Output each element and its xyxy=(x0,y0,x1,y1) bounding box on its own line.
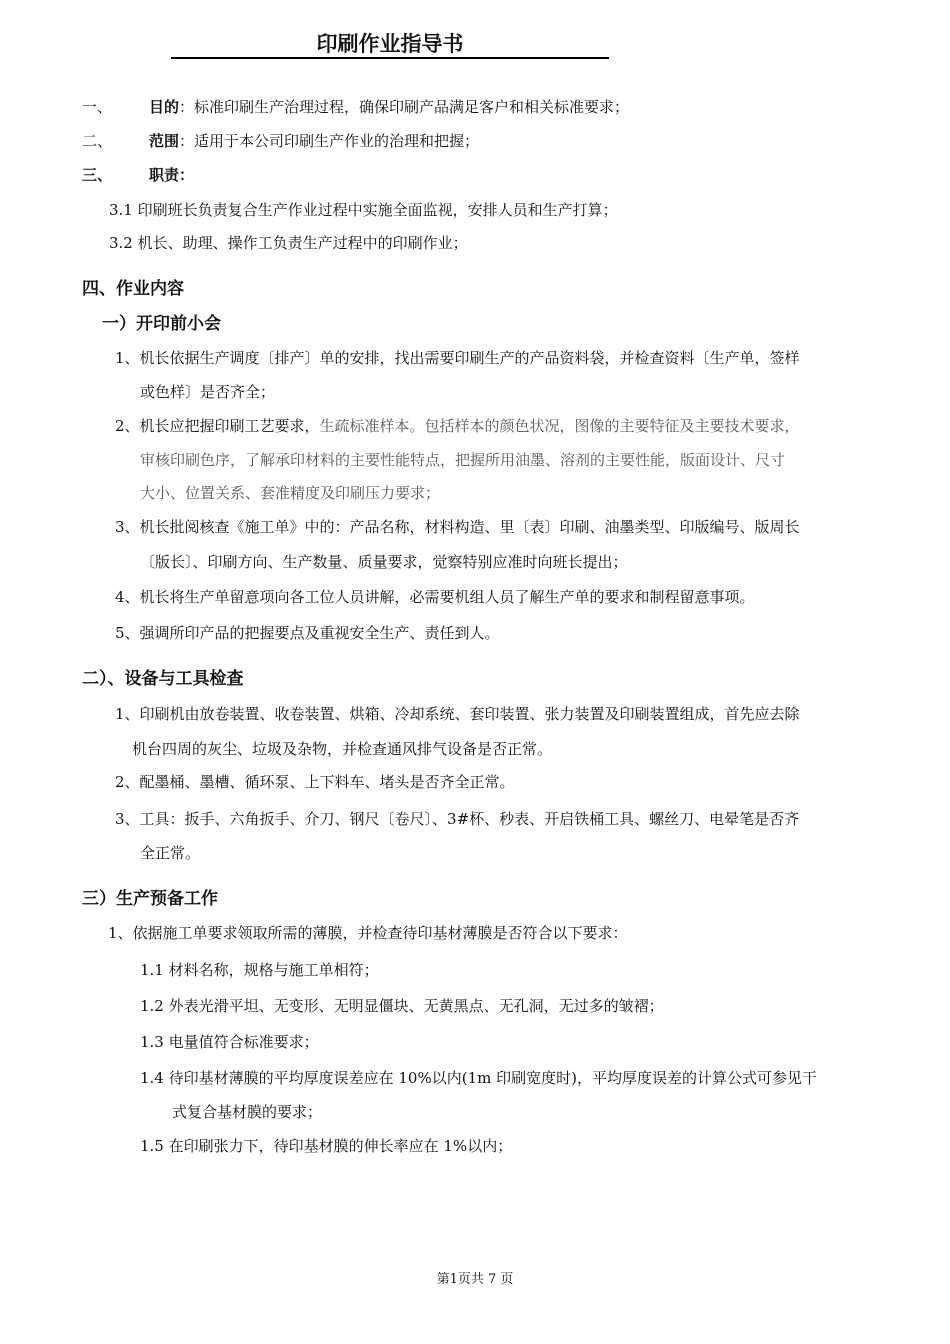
part3-item-1-3: 1.3 电量值符合标准要求； xyxy=(140,1033,319,1051)
sec2-label: 范围 xyxy=(149,132,180,150)
part3-item-1-4-cont: 式复合基材膜的要求； xyxy=(172,1103,323,1121)
part1-item-2-cont: 审核印刷色序，了解承印材料的主要性能特点，把握所用油墨、溶剂的主要性能，版面设计、尺寸 xyxy=(140,451,786,469)
sec3-item: 3.1 印刷班长负责复合生产作业过程中实施全面监视，安排人员和生产打算； xyxy=(109,201,618,219)
part1-item-2-cont: 大小、位置关系、套准精度及印刷压力要求； xyxy=(140,484,441,502)
part1-item-1: 1、机长依据生产调度〔排产〕单的安排，找出需要印刷生产的产品资料袋，并检查资料〔生产单，签样 xyxy=(115,349,800,367)
part2-item-3-cont: 全正常。 xyxy=(140,844,201,862)
part2-item-1: 1、印刷机由放卷装置、收卷装置、烘箱、冷却系统、套印装置、张力装置及印刷装置组成，首先应去除 xyxy=(115,705,800,723)
part1-item-5: 5、强调所印产品的把握要点及重视安全生产、责任到人。 xyxy=(115,624,500,642)
part2-heading: 二）、设备与工具检查 xyxy=(82,669,244,689)
part3-item-1-4: 1.4 待印基材薄膜的平均厚度误差应在 10%以内(1m 印刷宽度时)，平均厚度误差的计算公式可参见干 xyxy=(140,1069,817,1087)
part1-item-2-b: 生疏标准样本。包括样本的颜色状况，图像的主要特征及主要技术要求， xyxy=(319,417,800,435)
sec1-label: 目的 xyxy=(149,98,180,116)
part3-item-1-1: 1.1 材料名称，规格与施工单相符； xyxy=(140,961,379,979)
part1-item-4: 4、机长将生产单留意项向各工位人员讲解，必需要机组人员了解生产单的要求和制程留意事项。 xyxy=(115,588,755,606)
page-number: 第1页共 7 页 xyxy=(436,1272,514,1287)
sec3-number: 三、 xyxy=(82,166,113,184)
part3-intro: 1、依据施工单要求领取所需的薄膜，并检查待印基材薄膜是否符合以下要求： xyxy=(108,924,628,942)
sec1-line xyxy=(149,96,629,117)
part1-item-1-cont: 或色样〕是否齐全； xyxy=(140,383,276,401)
part2-item-3: 3、工具：扳手、六角扳手、介刀、钢尺〔卷尺〕、3#杯、秒表、开启铁桶工具、螺丝刀、电晕笔是否齐 xyxy=(115,810,800,828)
part3-heading: 三）生产预备工作 xyxy=(82,889,218,909)
part1-item-2-a: 2、机长应把握印刷工艺要求， xyxy=(115,417,320,435)
part1-item-3-cont: 〔版长〕、印刷方向、生产数量、质量要求，觉察特别应准时向班长提出； xyxy=(140,553,628,571)
part3-item-1-5: 1.5 在印刷张力下，待印基材膜的伸长率应在 1%以内； xyxy=(140,1137,513,1155)
sec4-heading: 四、作业内容 xyxy=(82,279,184,299)
page-title: 印刷作业指导书 xyxy=(316,32,464,56)
part3-item-1-2: 1.2 外表光滑平坦、无变形、无明显僵块、无黄黑点、无孔洞，无过多的皱褶； xyxy=(140,997,664,1015)
sec1-number: 一、 xyxy=(82,98,113,116)
part1-item-3: 3、机长批阅核查《施工单》中的：产品名称，材料构造、里〔表〕印刷、油墨类型、印版编号、版周长 xyxy=(115,518,800,536)
sec2-number: 二、 xyxy=(82,132,113,150)
sec3-label: 职责： xyxy=(149,166,195,184)
part2-item-2: 2、配墨桶、墨槽、循环泵、上下料车、堵头是否齐全正常。 xyxy=(115,773,515,791)
sec2-text: ：适用于本公司印刷生产作业的治理和把握； xyxy=(179,132,480,150)
part1-item-2 xyxy=(115,415,800,436)
part2-item-1-cont: 机台四周的灰尘、垃圾及杂物，并检查通风排气设备是否正常。 xyxy=(132,740,553,758)
title-underline xyxy=(171,57,609,59)
sec3-item: 3.2 机长、助理、操作工负责生产过程中的印刷作业； xyxy=(109,234,468,252)
sec2-line xyxy=(149,130,479,151)
sec1-text: ：标准印刷生产治理过程，确保印刷产品满足客户和相关标准要求； xyxy=(179,98,630,116)
part1-heading: 一）开印前小会 xyxy=(102,314,221,334)
